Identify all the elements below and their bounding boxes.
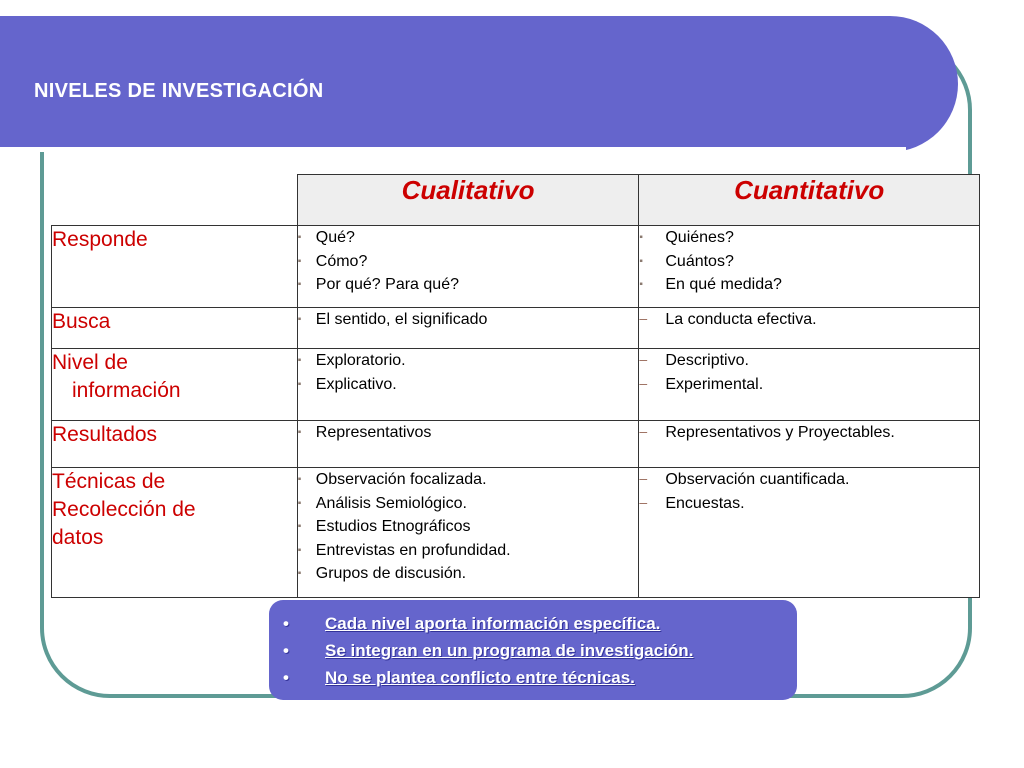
- cell-cualitativo: [297, 226, 639, 308]
- list-item: ▪ El sentido, el significado: [298, 308, 639, 332]
- square-bullet-icon: ▪: [297, 544, 302, 556]
- list-cuantitativo: [639, 421, 979, 445]
- summary-item: • Cada nivel aporta información específica.: [283, 610, 797, 637]
- slide-title: NIVELES DE INVESTIGACIÓN: [34, 80, 324, 102]
- square-bullet-icon: ▪: [639, 279, 643, 290]
- dash-bullet-icon: –: [639, 493, 648, 510]
- list-item: ▪ Grupos de discusión.: [298, 562, 639, 586]
- square-bullet-icon: ▪: [297, 427, 302, 438]
- table-row: [52, 421, 980, 468]
- cell-cuantitativo: [639, 468, 980, 598]
- square-bullet-icon: ▪: [297, 568, 302, 579]
- dash-bullet-icon: –: [639, 423, 648, 439]
- title-underline: [0, 147, 906, 152]
- table-row: [52, 308, 980, 349]
- row-label-nivel-de-informacion: Nivel de información: [52, 349, 298, 421]
- square-bullet-icon: ▪: [297, 232, 302, 243]
- bullet-dot-icon: •: [283, 614, 289, 633]
- table-corner-cell: [52, 175, 298, 226]
- row-label-busca: Busca: [52, 308, 298, 349]
- list-cualitativo: [298, 468, 639, 586]
- list-item: ▪ Representativos: [298, 421, 639, 445]
- list-item: ▪ Entrevistas en profundidad.: [298, 539, 639, 563]
- cell-cuantitativo: [639, 349, 980, 421]
- square-bullet-icon: ▪: [297, 355, 302, 366]
- list-item: ▪ Exploratorio.: [298, 349, 639, 373]
- list-cuantitativo: [639, 308, 979, 332]
- list-item: ▪ Cómo?: [298, 250, 639, 274]
- list-item: – La conducta efectiva.: [639, 308, 979, 332]
- square-bullet-icon: ▪: [639, 255, 643, 267]
- square-bullet-icon: ▪: [297, 314, 302, 325]
- table-row: [52, 226, 980, 308]
- column-header-cualitativo: Cualitativo: [297, 175, 639, 226]
- summary-note-box: [269, 600, 797, 700]
- square-bullet-icon: ▪: [297, 378, 302, 390]
- list-cuantitativo: [639, 226, 979, 297]
- square-bullet-icon: ▪: [639, 232, 643, 243]
- dash-bullet-icon: –: [639, 374, 648, 391]
- list-item: – Experimental.: [639, 373, 979, 397]
- bullet-dot-icon: •: [283, 668, 289, 687]
- list-cualitativo: [298, 226, 639, 297]
- dash-bullet-icon: –: [639, 351, 648, 367]
- list-item: – Descriptivo.: [639, 349, 979, 373]
- list-item: ▪ Quiénes?: [639, 226, 979, 250]
- square-bullet-icon: ▪: [297, 474, 302, 485]
- list-cualitativo: [298, 349, 639, 396]
- table-row: [52, 468, 980, 598]
- summary-item: • No se plantea conflicto entre técnicas.: [283, 664, 797, 691]
- dash-bullet-icon: –: [639, 470, 648, 486]
- cell-cualitativo: [297, 349, 639, 421]
- list-item: ▪ Por qué? Para qué?: [298, 273, 639, 297]
- list-item: ▪ Observación focalizada.: [298, 468, 639, 492]
- cell-cuantitativo: [639, 226, 980, 308]
- list-cualitativo: [298, 421, 639, 445]
- cell-cuantitativo: [639, 308, 980, 349]
- square-bullet-icon: ▪: [297, 497, 302, 509]
- row-label-resultados: Resultados: [52, 421, 298, 468]
- square-bullet-icon: ▪: [297, 255, 302, 267]
- comparison-table: [51, 174, 980, 598]
- list-item: ▪ Estudios Etnográficos: [298, 515, 639, 539]
- table-header-row: [52, 175, 980, 226]
- list-cuantitativo: [639, 468, 979, 515]
- list-cualitativo: [298, 308, 639, 332]
- cell-cuantitativo: [639, 421, 980, 468]
- row-label-tecnicas-de-recoleccion: Técnicas de Recolección de datos: [52, 468, 298, 598]
- list-item: ▪ Análisis Semiológico.: [298, 492, 639, 516]
- list-cuantitativo: [639, 349, 979, 396]
- cell-cualitativo: [297, 421, 639, 468]
- list-item: ▪ Explicativo.: [298, 373, 639, 397]
- summary-item: • Se integran en un programa de investigación.: [283, 637, 797, 664]
- list-item: ▪ Cuántos?: [639, 250, 979, 274]
- title-banner: [0, 16, 958, 152]
- summary-list: [283, 610, 797, 691]
- square-bullet-icon: ▪: [297, 279, 302, 290]
- row-label-responde: Responde: [52, 226, 298, 308]
- bullet-dot-icon: •: [283, 641, 289, 660]
- list-item: – Encuestas.: [639, 492, 979, 516]
- dash-bullet-icon: –: [639, 310, 648, 326]
- list-item: – Representativos y Proyectables.: [639, 421, 979, 445]
- list-item: – Observación cuantificada.: [639, 468, 979, 492]
- cell-cualitativo: [297, 468, 639, 598]
- column-header-cuantitativo: Cuantitativo: [639, 175, 980, 226]
- list-item: ▪ Qué?: [298, 226, 639, 250]
- square-bullet-icon: ▪: [297, 521, 302, 532]
- cell-cualitativo: [297, 308, 639, 349]
- table-row: [52, 349, 980, 421]
- list-item: ▪ En qué medida?: [639, 273, 979, 297]
